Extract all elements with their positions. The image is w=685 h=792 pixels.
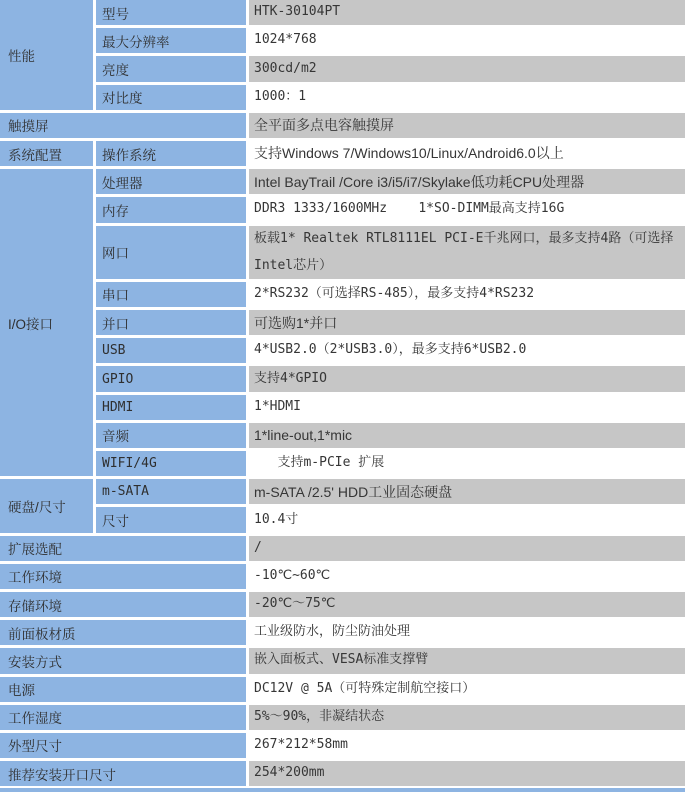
spec-value-text: 267*212*58mm <box>254 737 348 753</box>
spec-label: 操作系统 <box>96 141 246 166</box>
spec-value-text: 5%～90%，非凝结状态 <box>254 708 385 724</box>
spec-label: 内存 <box>96 197 246 222</box>
spec-value <box>249 705 685 730</box>
spec-value <box>249 564 685 589</box>
spec-label: 并口 <box>96 310 246 335</box>
spec-value-text: 2*RS232（可选择RS-485），最多支持4*RS232 <box>254 286 535 302</box>
spec-label: USB <box>96 338 246 363</box>
spec-value <box>249 0 685 25</box>
spec-value-text: 10.4寸 <box>254 511 299 527</box>
category-cell: 性能 <box>0 0 93 110</box>
spec-label: m-SATA <box>96 479 246 504</box>
spec-value <box>249 226 685 279</box>
spec-value-text: 支持Windows 7/Windows10/Linux/Android6.0以上 <box>254 145 564 162</box>
category-cell: 硬盘/尺寸 <box>0 479 93 532</box>
spec-value <box>249 28 685 53</box>
spec-label: 对比度 <box>96 85 246 110</box>
spec-value <box>249 197 685 222</box>
spec-value-text: -20℃～75℃ <box>254 596 336 612</box>
spec-value <box>249 395 685 420</box>
spec-value-text: 254*200mm <box>254 765 325 781</box>
spec-value <box>249 366 685 391</box>
spec-label: 音频 <box>96 423 246 448</box>
row-label-merged: 扩展选配 <box>0 536 246 561</box>
category-cell: I/O接口 <box>0 169 93 476</box>
row-label-merged: 安装方式 <box>0 648 246 673</box>
spec-value-text: HTK-30104PT <box>254 4 341 20</box>
row-label-merged: 推荐安装开口尺寸 <box>0 761 246 786</box>
spec-value <box>249 282 685 307</box>
spec-value-text: m-SATA /2.5' HDD工业固态硬盘 <box>254 483 453 500</box>
spec-label: 处理器 <box>96 169 246 194</box>
table-bottom-border <box>0 788 685 792</box>
category-cell: 系统配置 <box>0 141 93 166</box>
spec-value <box>249 56 685 81</box>
spec-value-text: DC12V @ 5A（可特殊定制航空接口） <box>254 680 476 696</box>
spec-label: 尺寸 <box>96 507 246 532</box>
spec-value-text: -10℃~60℃ <box>254 567 331 583</box>
spec-value-text: 4*USB2.0（2*USB3.0），最多支持6*USB2.0 <box>254 342 527 358</box>
spec-value-text: 1000：1 <box>254 88 307 104</box>
spec-value-text: 全平面多点电容触摸屏 <box>254 117 394 134</box>
spec-value <box>249 536 685 561</box>
row-label-merged: 电源 <box>0 677 246 702</box>
spec-value <box>249 338 685 363</box>
row-label-merged: 前面板材质 <box>0 620 246 645</box>
row-label-merged: 工作湿度 <box>0 705 246 730</box>
spec-value <box>249 113 685 138</box>
spec-value-text: 板载1* Realtek RTL8111EL PCI-E千兆网口，最多支持4路（可选择Intel芯片） <box>254 231 674 274</box>
row-label-merged: 存储环境 <box>0 592 246 617</box>
spec-value-text: 支持m-PCIe 扩展 <box>254 455 385 471</box>
spec-value <box>249 479 685 504</box>
spec-value <box>249 620 685 645</box>
spec-value-text: 1024*768 <box>254 32 317 48</box>
spec-value <box>249 451 685 476</box>
spec-value <box>249 648 685 673</box>
spec-value-text: 300cd/m2 <box>254 60 317 76</box>
spec-value-text: 可选购1*并口 <box>254 314 338 331</box>
row-label-merged: 外型尺寸 <box>0 733 246 758</box>
row-label-merged: 工作环境 <box>0 564 246 589</box>
spec-value <box>249 677 685 702</box>
spec-label: HDMI <box>96 395 246 420</box>
spec-label: 型号 <box>96 0 246 25</box>
spec-value-text: Intel BayTrail /Core i3/i5/i7/Skylake低功耗CPU处理器 <box>254 173 585 190</box>
spec-value-text: 1*line-out,1*mic <box>254 427 353 444</box>
spec-value <box>249 507 685 532</box>
spec-label: 最大分辨率 <box>96 28 246 53</box>
spec-label: GPIO <box>96 366 246 391</box>
spec-label: 亮度 <box>96 56 246 81</box>
spec-value-text: 嵌入面板式、VESA标准支撑臂 <box>254 652 429 668</box>
spec-value-text: / <box>254 539 262 555</box>
spec-value-text: 工业级防水，防尘防油处理 <box>254 624 411 640</box>
spec-value <box>249 169 685 194</box>
spec-label: 串口 <box>96 282 246 307</box>
row-label-merged: 触摸屏 <box>0 113 246 138</box>
spec-value <box>249 733 685 758</box>
spec-label: WIFI/4G <box>96 451 246 476</box>
spec-value-text: 1*HDMI <box>254 398 301 414</box>
spec-value <box>249 592 685 617</box>
spec-value <box>249 423 685 448</box>
spec-value <box>249 761 685 786</box>
spec-value-text: 支持4*GPIO <box>254 370 327 386</box>
spec-value <box>249 310 685 335</box>
spec-value-text: DDR3 1333/1600MHz 1*SO-DIMM最高支持16G <box>254 201 565 217</box>
spec-value <box>249 141 685 166</box>
spec-value <box>249 85 685 110</box>
spec-label: 网口 <box>96 226 246 279</box>
